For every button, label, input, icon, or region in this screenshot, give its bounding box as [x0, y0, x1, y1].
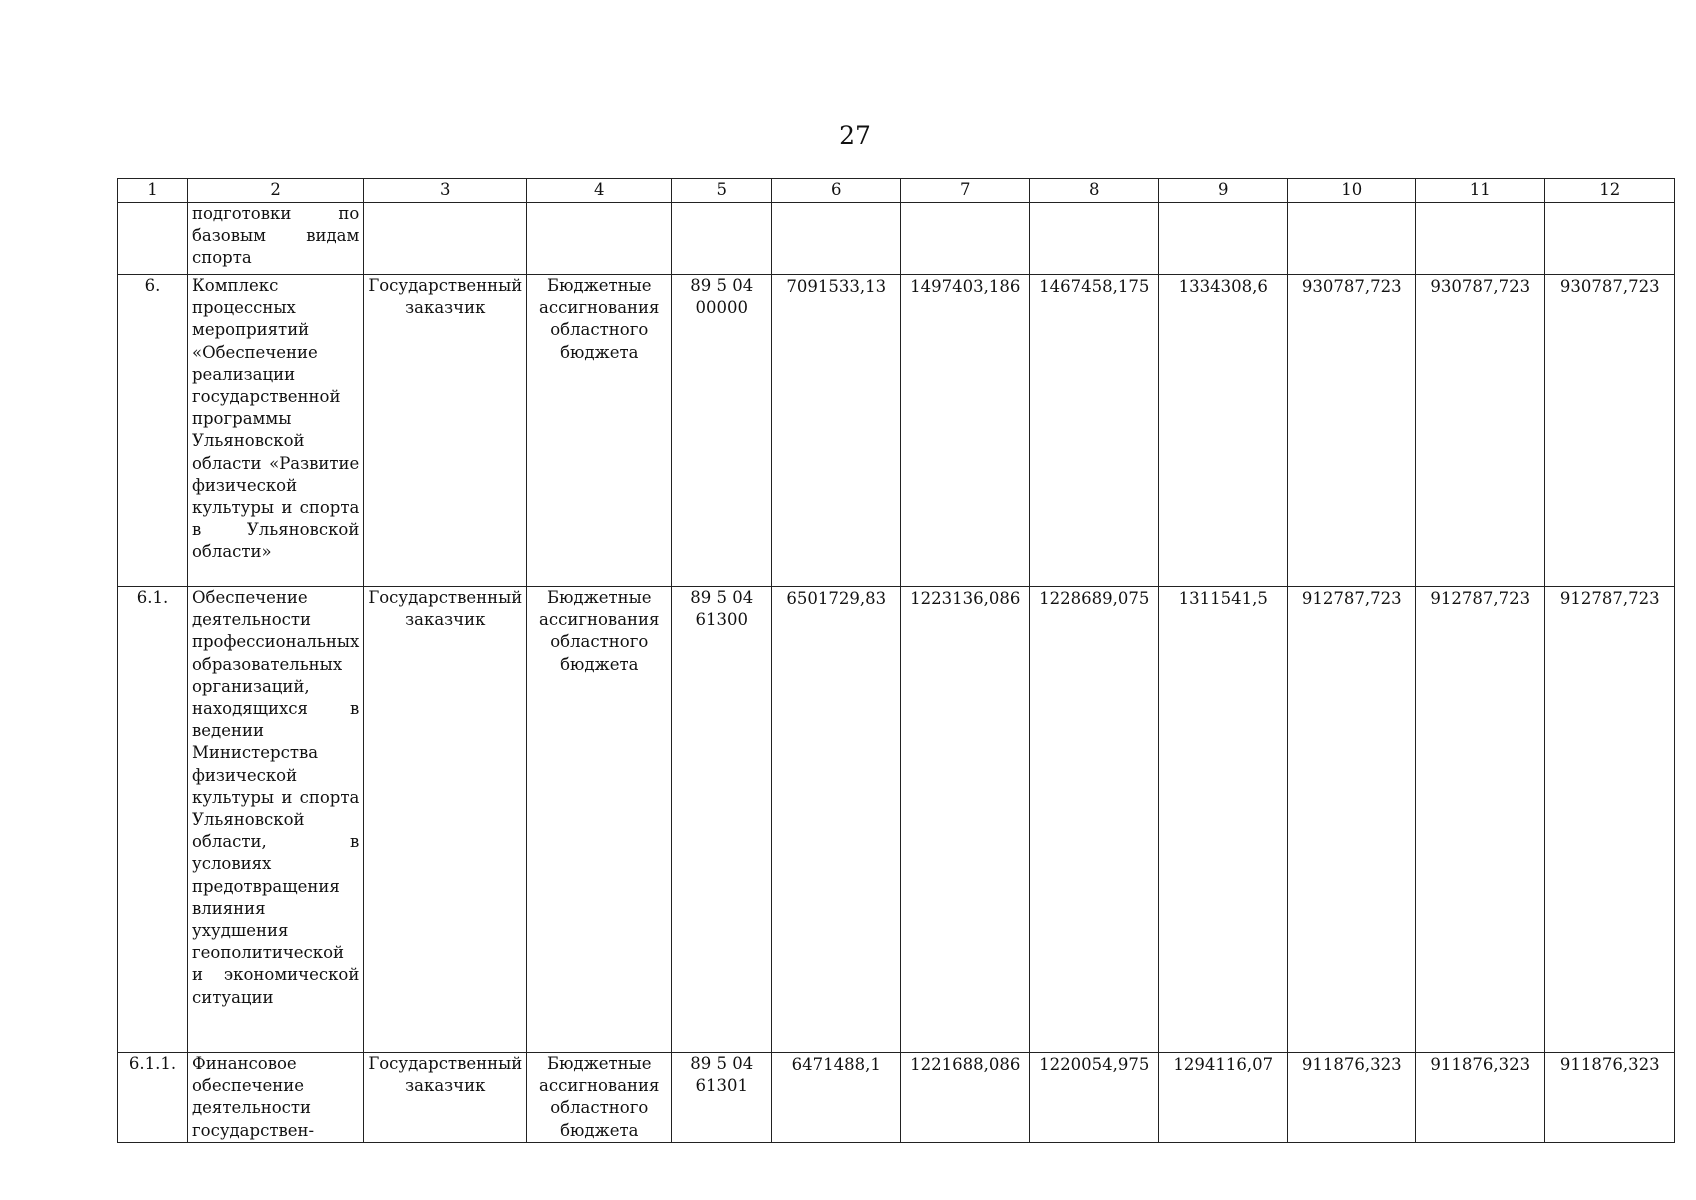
header-row	[118, 179, 1675, 203]
row-number: 6.1.	[118, 587, 188, 1053]
column-header: 8	[1030, 179, 1159, 203]
row-value-col-7: 1221688,086	[901, 1053, 1030, 1143]
row-value-col-11: 930787,723	[1416, 275, 1545, 587]
row-name: Комплекс процессных мероприятий «Обеспечение реализации государственной программы Ульяновской области «Развитие физической культуры и спорта в Ульяновской области»	[188, 275, 364, 587]
row-value-col-12: 912787,723	[1545, 587, 1675, 1053]
row-value-col-10: 930787,723	[1288, 275, 1416, 587]
row-value-col-12: 911876,323	[1545, 1053, 1675, 1143]
row-value-col-10: 912787,723	[1288, 587, 1416, 1053]
table-row	[118, 587, 1675, 1053]
row-funding-source: Бюджетные ассигнования областного бюджета	[527, 275, 672, 587]
row-name: Финансовое обеспечение деятельности государствен-	[188, 1053, 364, 1143]
column-header: 1	[118, 179, 188, 203]
row-value-col-11: 912787,723	[1416, 587, 1545, 1053]
row-value-col-10: 911876,323	[1288, 1053, 1416, 1143]
row-value-col-7	[901, 203, 1030, 275]
row-executor: Государственный заказчик	[364, 1053, 527, 1143]
column-header: 10	[1288, 179, 1416, 203]
page-number: 27	[839, 121, 871, 150]
column-header: 4	[527, 179, 672, 203]
column-header: 7	[901, 179, 1030, 203]
row-funding-source: Бюджетные ассигнования областного бюджета	[527, 1053, 672, 1143]
column-header: 2	[188, 179, 364, 203]
row-value-col-8: 1467458,175	[1030, 275, 1159, 587]
row-name: подготовки по базовым видам спорта	[188, 203, 364, 275]
column-header: 5	[672, 179, 772, 203]
row-number: 6.1.1.	[118, 1053, 188, 1143]
row-value-col-10	[1288, 203, 1416, 275]
row-value-col-9	[1159, 203, 1288, 275]
budget-table	[117, 178, 1675, 1143]
row-value-col-6: 6471488,1	[772, 1053, 901, 1143]
row-value-col-9: 1294116,07	[1159, 1053, 1288, 1143]
row-code: 89 5 04 61300	[672, 587, 772, 1053]
row-funding-source: Бюджетные ассигнования областного бюджета	[527, 587, 672, 1053]
row-value-col-12	[1545, 203, 1675, 275]
row-value-col-9: 1311541,5	[1159, 587, 1288, 1053]
row-number: 6.	[118, 275, 188, 587]
row-value-col-11: 911876,323	[1416, 1053, 1545, 1143]
row-number	[118, 203, 188, 275]
row-executor: Государственный заказчик	[364, 587, 527, 1053]
row-value-col-7: 1497403,186	[901, 275, 1030, 587]
table-row	[118, 1053, 1675, 1143]
row-value-col-9: 1334308,6	[1159, 275, 1288, 587]
column-header: 3	[364, 179, 527, 203]
row-value-col-6: 6501729,83	[772, 587, 901, 1053]
row-code	[672, 203, 772, 275]
row-name: Обеспечение деятельности профессиональных образовательных организаций, находящихся в ведении Министерства физической культуры и спорта Ульяновской области, в условиях предотвращения влияния ухудшения геополитической и экономической ситуации	[188, 587, 364, 1053]
row-executor: Государственный заказчик	[364, 275, 527, 587]
column-header: 12	[1545, 179, 1675, 203]
row-value-col-7: 1223136,086	[901, 587, 1030, 1053]
row-funding-source	[527, 203, 672, 275]
row-value-col-6: 7091533,13	[772, 275, 901, 587]
row-value-col-6	[772, 203, 901, 275]
column-header: 6	[772, 179, 901, 203]
column-header: 9	[1159, 179, 1288, 203]
column-header: 11	[1416, 179, 1545, 203]
row-code: 89 5 04 00000	[672, 275, 772, 587]
row-value-col-12: 930787,723	[1545, 275, 1675, 587]
table-row	[118, 275, 1675, 587]
row-code: 89 5 04 61301	[672, 1053, 772, 1143]
row-value-col-8: 1228689,075	[1030, 587, 1159, 1053]
table-row	[118, 203, 1675, 275]
row-value-col-8: 1220054,975	[1030, 1053, 1159, 1143]
row-value-col-8	[1030, 203, 1159, 275]
row-value-col-11	[1416, 203, 1545, 275]
row-executor	[364, 203, 527, 275]
